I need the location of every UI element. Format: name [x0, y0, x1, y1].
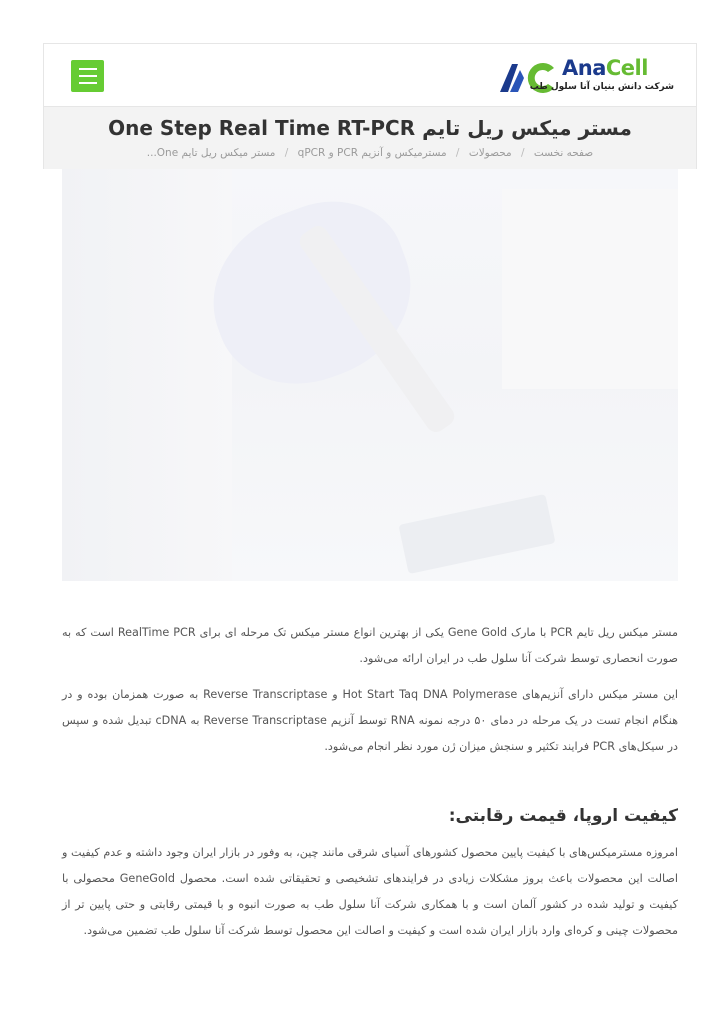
page-title: مستر میکس ریل تایم One Step Real Time RT-PCR — [108, 116, 632, 140]
breadcrumb-products[interactable]: محصولات — [468, 147, 512, 159]
breadcrumb-category[interactable]: مسترمیکس و آنزیم PCR و qPCR — [297, 147, 447, 159]
breadcrumb-home[interactable]: صفحه نخست — [533, 147, 594, 159]
breadcrumb — [44, 147, 696, 159]
page-frame — [43, 43, 697, 169]
breadcrumb-separator: / — [455, 147, 460, 159]
breadcrumb-current: مستر میکس ریل تایم One... — [146, 147, 276, 159]
title-bar — [43, 107, 697, 169]
description-paragraph: مستر میکس ریل تایم PCR با مارک Gene Gold یکی از بهترین انواع مستر میکس تک مرحله ای برای RealTime PCR است که به صورت انحصاری توسط شرکت آنا سلول طب در ایران ارائه می‌شود. — [62, 626, 678, 665]
breadcrumb-separator: / — [284, 147, 289, 159]
section-paragraph: امروزه مسترمیکس‌های با کیفیت پایین محصول کشورهای آسیای شرقی مانند چین، به وفور در بازار ایران وجود داشته و عدم کیفیت و اصالت این محصولات باعث بروز مشکلات زیادی در فرایندهای تشخیصی و تحقیقاتی شده است. محصول GeneGold محصولی با کیفیت و تولید شده در کشور آلمان است و با همکاری شرکت آنا سلول طب به صورت انبوه و با قیمتی رقابتی و حتی پایین تر از محصولات چینی و کره‌ای وارد بازار ایران شده است و کیفیت و اصالت این محصول توسط شرکت آنا سلول طب تضمین می‌شود. — [62, 846, 678, 937]
section-heading: کیفیت اروپا، قیمت رقابتی: — [448, 806, 678, 826]
product-description — [62, 620, 678, 954]
hamburger-menu-icon[interactable] — [71, 60, 104, 92]
breadcrumb-separator: / — [520, 147, 525, 159]
site-header — [43, 43, 697, 107]
description-paragraph: این مستر میکس دارای آنزیم‌های Hot Start Taq DNA Polymerase و Reverse Transcriptase به صورت همزمان بوده و در هنگام انجام تست در یک مرحله در دمای ۵۰ درجه نمونه RNA توسط آنزیم Reverse Transcriptase به cDNA تبدیل شده و سپس در سیکل‌های PCR فرایند تکثیر و سنجش میزان ژن مورد نظر انجام می‌شود. — [62, 688, 678, 753]
logo-text: AnaCell — [562, 56, 648, 80]
site-logo[interactable] — [498, 56, 674, 96]
logo-subtitle: شرکت دانش بنیان آنا سلول طب — [529, 82, 674, 92]
product-hero-image — [62, 169, 678, 581]
